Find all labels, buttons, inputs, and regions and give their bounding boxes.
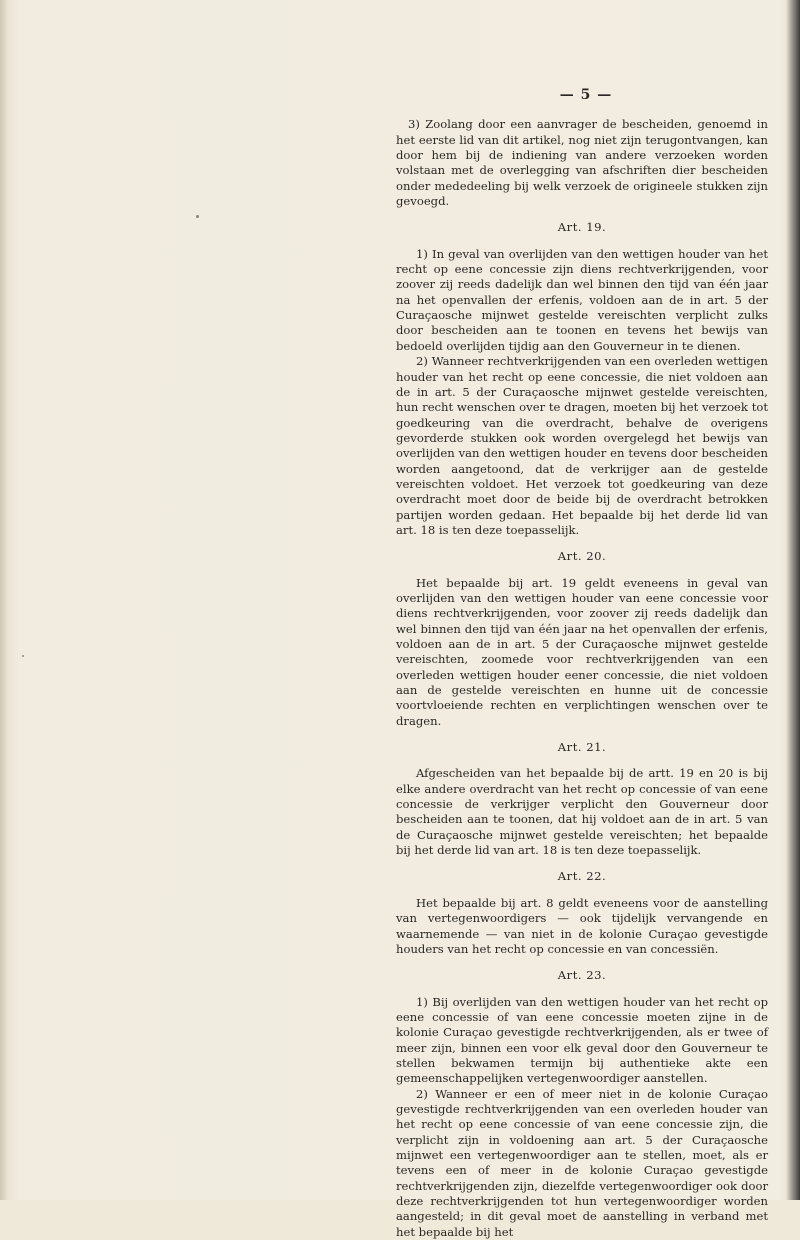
paragraph-23-2: 2) Wanneer er een of meer niet in de kolonie Curaçao gevestigde rechtverkrijgenden van een overleden houder van het recht op eene concessie of van eene concessie zijn, die verplicht zijn in voldoening aan art. 5 der Curaçaosche mijnwet een vertegenwoordiger aan te stellen, moet, als er tevens een of meer in de kolonie Curaçao gevestigde rechtverkrijgenden zijn, diezelfde vertegenwoordiger ook door deze rechtverkrijgenden tot hun vertegenwoordiger worden aangesteld; in dit geval moet de aanstelling in verband met het bepaalde bij het [396,1086,768,1239]
paragraph-19-2: 2) Wanneer rechtverkrijgenden van een overleden wettigen houder van het recht op eene concessie, die niet voldoen aan de in art. 5 der Curaçaosche mijnwet gestelde vereischten, hun recht wenschen over te dragen, moeten bij het verzoek tot goedkeuring van die overdracht, behalve de overigens gevorderde stukken ook worden overgelegd het bewijs van overlijden van den wettigen houder en tevens door bescheiden worden aangetoond, dat de verkrijger aan de gestelde vereischten voldoet. Het verzoek tot goedkeuring van deze overdracht moet door de beide bij de overdracht betrokken partijen worden gedaan. Het bepaalde bij het derde lid van art. 18 is ten deze toepasselijk. [396,354,768,537]
section-art-20 [396,549,768,729]
scan-speck [22,655,24,657]
section-art-23 [396,968,768,1240]
paragraph-19-1: 1) In geval van overlijden van den wettigen houder van het recht op eene concessie zijn diens rechtverkrijgenden, voor zoover zij reeds dadelijk dan wel binnen den tijd van één jaar na het openvallen der erfenis, voldoen aan de in art. 5 der Curaçaosche mijnwet gestelde vereischten verplicht zulks door bescheiden aan te toonen en tevens het bewijs van bedoeld overlijden tijdig aan den Gouverneur in te dienen. [396,246,768,353]
article-heading-21: Art. 21. [557,740,607,755]
page-number: — 5 — [559,87,613,103]
section-art-21 [396,740,768,858]
article-heading-20: Art. 20. [557,549,607,564]
paragraph-20: Het bepaalde bij art. 19 geldt eveneens in geval van overlijden van den wettigen houder van eene concessie voor diens rechtverkrijgenden, voor zoover zij reeds dadelijk dan wel binnen den tijd van één jaar na het openvallen der erfenis, voldoen aan de in art. 5 der Curaçaosche mijnwet gestelde vereischten, zoomede voor rechtverkrijgenden van een overleden wettigen houder eener concessie, die niet voldoen aan de gestelde vereischten en hunne uit de concessie voortvloeiende rechten en verplichtingen wenschen over te dragen. [396,575,768,728]
section-intro [396,117,768,209]
section-art-22 [396,869,768,957]
paragraph-21: Afgescheiden van het bepaalde bij de artt. 19 en 20 is bij elke andere overdracht van het recht op concessie of van eene concessie de verkrijger verplicht den Gouverneur door bescheiden aan te toonen, dat hij voldoet aan de in art. 5 van de Curaçaosche mijnwet gestelde vereischten; het bepaalde bij het derde lid van art. 18 is ten deze toepasselijk. [396,766,768,858]
scan-edge-right [786,0,800,1200]
document-page [396,88,768,1240]
paragraph-23-1: 1) Bij overlijden van den wettigen houder van het recht op eene concessie of van eene concessie moeten zijne in de kolonie Curaçao gevestigde rechtverkrijgenden, als er twee of meer zijn, binnen een voor elk geval door den Gouverneur te stellen bekwamen termijn bij authentieke akte een gemeenschappelijken vertegenwoordiger aanstellen. [396,994,768,1086]
scan-speck [196,215,199,218]
section-art-19 [396,220,768,538]
article-heading-23: Art. 23. [557,968,607,983]
scan-edge-left [0,0,8,1200]
article-heading-19: Art. 19. [557,220,607,235]
article-heading-22: Art. 22. [557,869,607,884]
paragraph-18-3: 3) Zoolang door een aanvrager de bescheiden, genoemd in het eerste lid van dit artikel, nog niet zijn terugontvangen, kan door hem bij de indiening van andere verzoeken worden volstaan met de overlegging van afschriften dier bescheiden onder mededeeling bij welk verzoek de origineele stukken zijn gevoegd. [396,117,768,209]
paragraph-22: Het bepaalde bij art. 8 geldt eveneens voor de aanstelling van vertegenwoordigers — ook tijdelijk vervangende en waarnemende — van niet in de kolonie Curaçao gevestigde houders van het recht op concessie en van concessiën. [396,895,768,956]
